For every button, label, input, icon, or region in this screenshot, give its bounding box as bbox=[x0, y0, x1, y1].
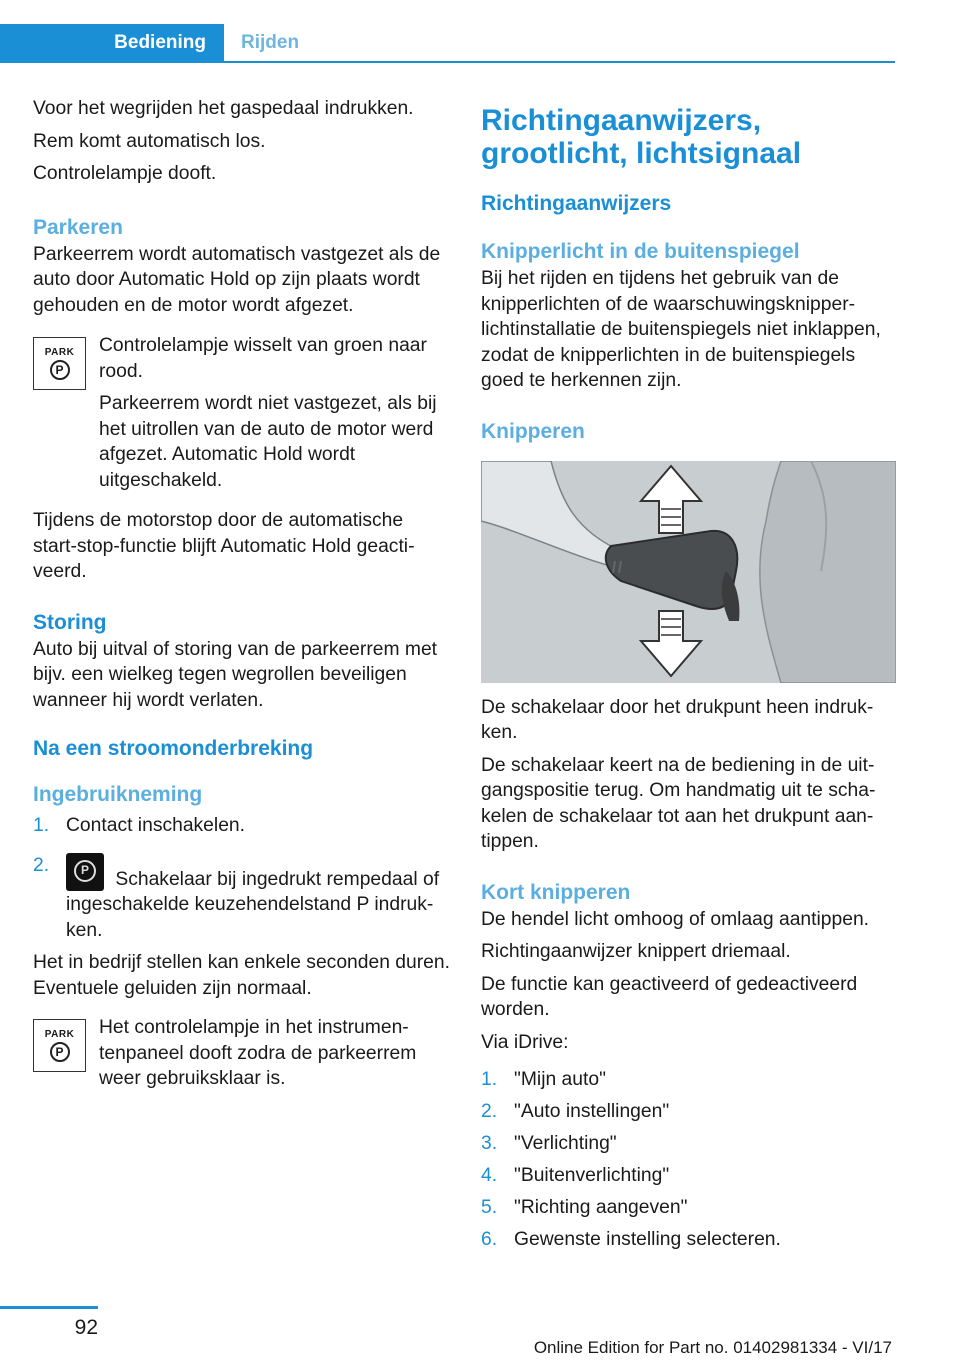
list-item: 2. P Schakelaar bij ingedrukt rempedaal of ingeschakelde keuzehendelstand P indrukken. bbox=[33, 854, 440, 941]
paragraph: De schakelaar keert na de bediening in de uitgangspositie terug. Om handmatig uit te schakelen de schakelaar tot aan het drukpunt aantippen. bbox=[481, 754, 876, 852]
paragraph: De hendel licht omhoog of omlaag aantippen. bbox=[481, 908, 870, 930]
paragraph: Parkeerrem wordt niet vastgezet, als bij het uitrollen van de auto de motor werd afgezet. Automatic Hold wordt uitgeschakeld. bbox=[99, 393, 437, 491]
paragraph: Rem komt automatisch los. bbox=[33, 130, 266, 152]
paragraph: Tijdens de motorstop door de automatische start-stop-functie blijft Automatic Hold geactiveerd. bbox=[33, 510, 415, 582]
right-column bbox=[481, 104, 896, 1259]
paragraph: De schakelaar door het drukpunt heen indrukken. bbox=[481, 696, 874, 743]
heading-knipperen: Knipperen bbox=[481, 419, 585, 443]
tab-bediening[interactable]: Bediening bbox=[0, 24, 224, 62]
idrive-menu-list bbox=[481, 1067, 896, 1253]
park-indicator-note bbox=[33, 333, 450, 493]
paragraph: Het in bedrijf stellen kan enkele seconden duren. Eventuele geluiden zijn normaal. bbox=[33, 952, 450, 999]
paragraph: Controlelampje dooft. bbox=[33, 163, 217, 184]
left-column bbox=[33, 96, 450, 1092]
park-button-icon: P bbox=[66, 853, 104, 891]
paragraph: Voor het wegrijden het gaspedaal indrukken. bbox=[33, 98, 414, 119]
heading-stroomonderbreking: Na een stroomonderbreking bbox=[33, 737, 314, 760]
paragraph: Auto bij uitval of storing van de parkeerrem met bijv. een wielkeg tegen wegrollen beveiligen wanneer hij wordt verlaten. bbox=[33, 638, 438, 711]
page-header bbox=[0, 0, 960, 64]
heading-richtingaanwijzers-main: Richtingaanwijzers, grootlicht, lichtsignaal bbox=[481, 104, 802, 170]
park-brake-icon: PARK P bbox=[33, 337, 86, 390]
steps-list bbox=[33, 813, 450, 943]
park-brake-icon: PARK P bbox=[33, 1019, 86, 1072]
page-number: 92 bbox=[74, 1316, 98, 1339]
list-item: 6. Gewenste instelling selecteren. bbox=[481, 1229, 781, 1250]
park-ready-note bbox=[33, 1015, 450, 1092]
list-item: 1. "Mijn auto" bbox=[481, 1069, 606, 1090]
heading-richtingaanwijzers: Richtingaanwijzers bbox=[481, 192, 672, 215]
paragraph: Het controlelampje in het instrumentenpaneel dooft zodra de parkeerrem weer gebruiksklaar is. bbox=[99, 1017, 417, 1089]
paragraph: Parkeerrem wordt automatisch vastgezet als de auto door Automatic Hold op zijn plaats wordt gehouden en de motor wordt afgezet. bbox=[33, 243, 441, 316]
header-divider bbox=[0, 61, 895, 63]
list-item: 2. "Auto instellingen" bbox=[481, 1101, 670, 1122]
paragraph: Richtingaanwijzer knippert driemaal. bbox=[481, 941, 791, 962]
edition-info: Online Edition for Part no. 01402981334 - VI/17 bbox=[533, 1338, 892, 1357]
heading-storing: Storing bbox=[33, 610, 107, 634]
paragraph: Controlelampje wisselt van groen naar rood. bbox=[99, 335, 427, 382]
heading-kort-knipperen: Kort knipperen bbox=[481, 880, 631, 904]
list-item: 4. "Buitenverlichting" bbox=[481, 1165, 670, 1186]
footer-divider bbox=[0, 1306, 98, 1309]
heading-knipperlicht: Knipperlicht in de buitenspiegel bbox=[481, 240, 800, 263]
lever-drawing bbox=[481, 461, 896, 683]
paragraph: De functie kan geactiveerd of gedeactiveerd worden. bbox=[481, 973, 858, 1020]
heading-parkeren: Parkeren bbox=[33, 215, 123, 239]
turn-signal-lever-illustration bbox=[481, 461, 896, 683]
heading-ingebruikneming: Ingebruikneming bbox=[33, 783, 203, 806]
list-item: 3. "Verlichting" bbox=[481, 1133, 617, 1154]
tab-rijden[interactable]: Rijden bbox=[241, 32, 300, 53]
list-item: 1. Contact inschakelen. bbox=[33, 815, 245, 836]
paragraph: Bij het rijden en tijdens het gebruik van de knipperlichten of de waarschuwingsknipperlichtinstallatie de buitenspiegels niet inklappen, zodat de knipperlichten in de buitenspiegels goed te herkennen zijn. bbox=[481, 268, 881, 391]
list-item: 5. "Richting aangeven" bbox=[481, 1197, 688, 1218]
paragraph: Via iDrive: bbox=[481, 1031, 569, 1053]
